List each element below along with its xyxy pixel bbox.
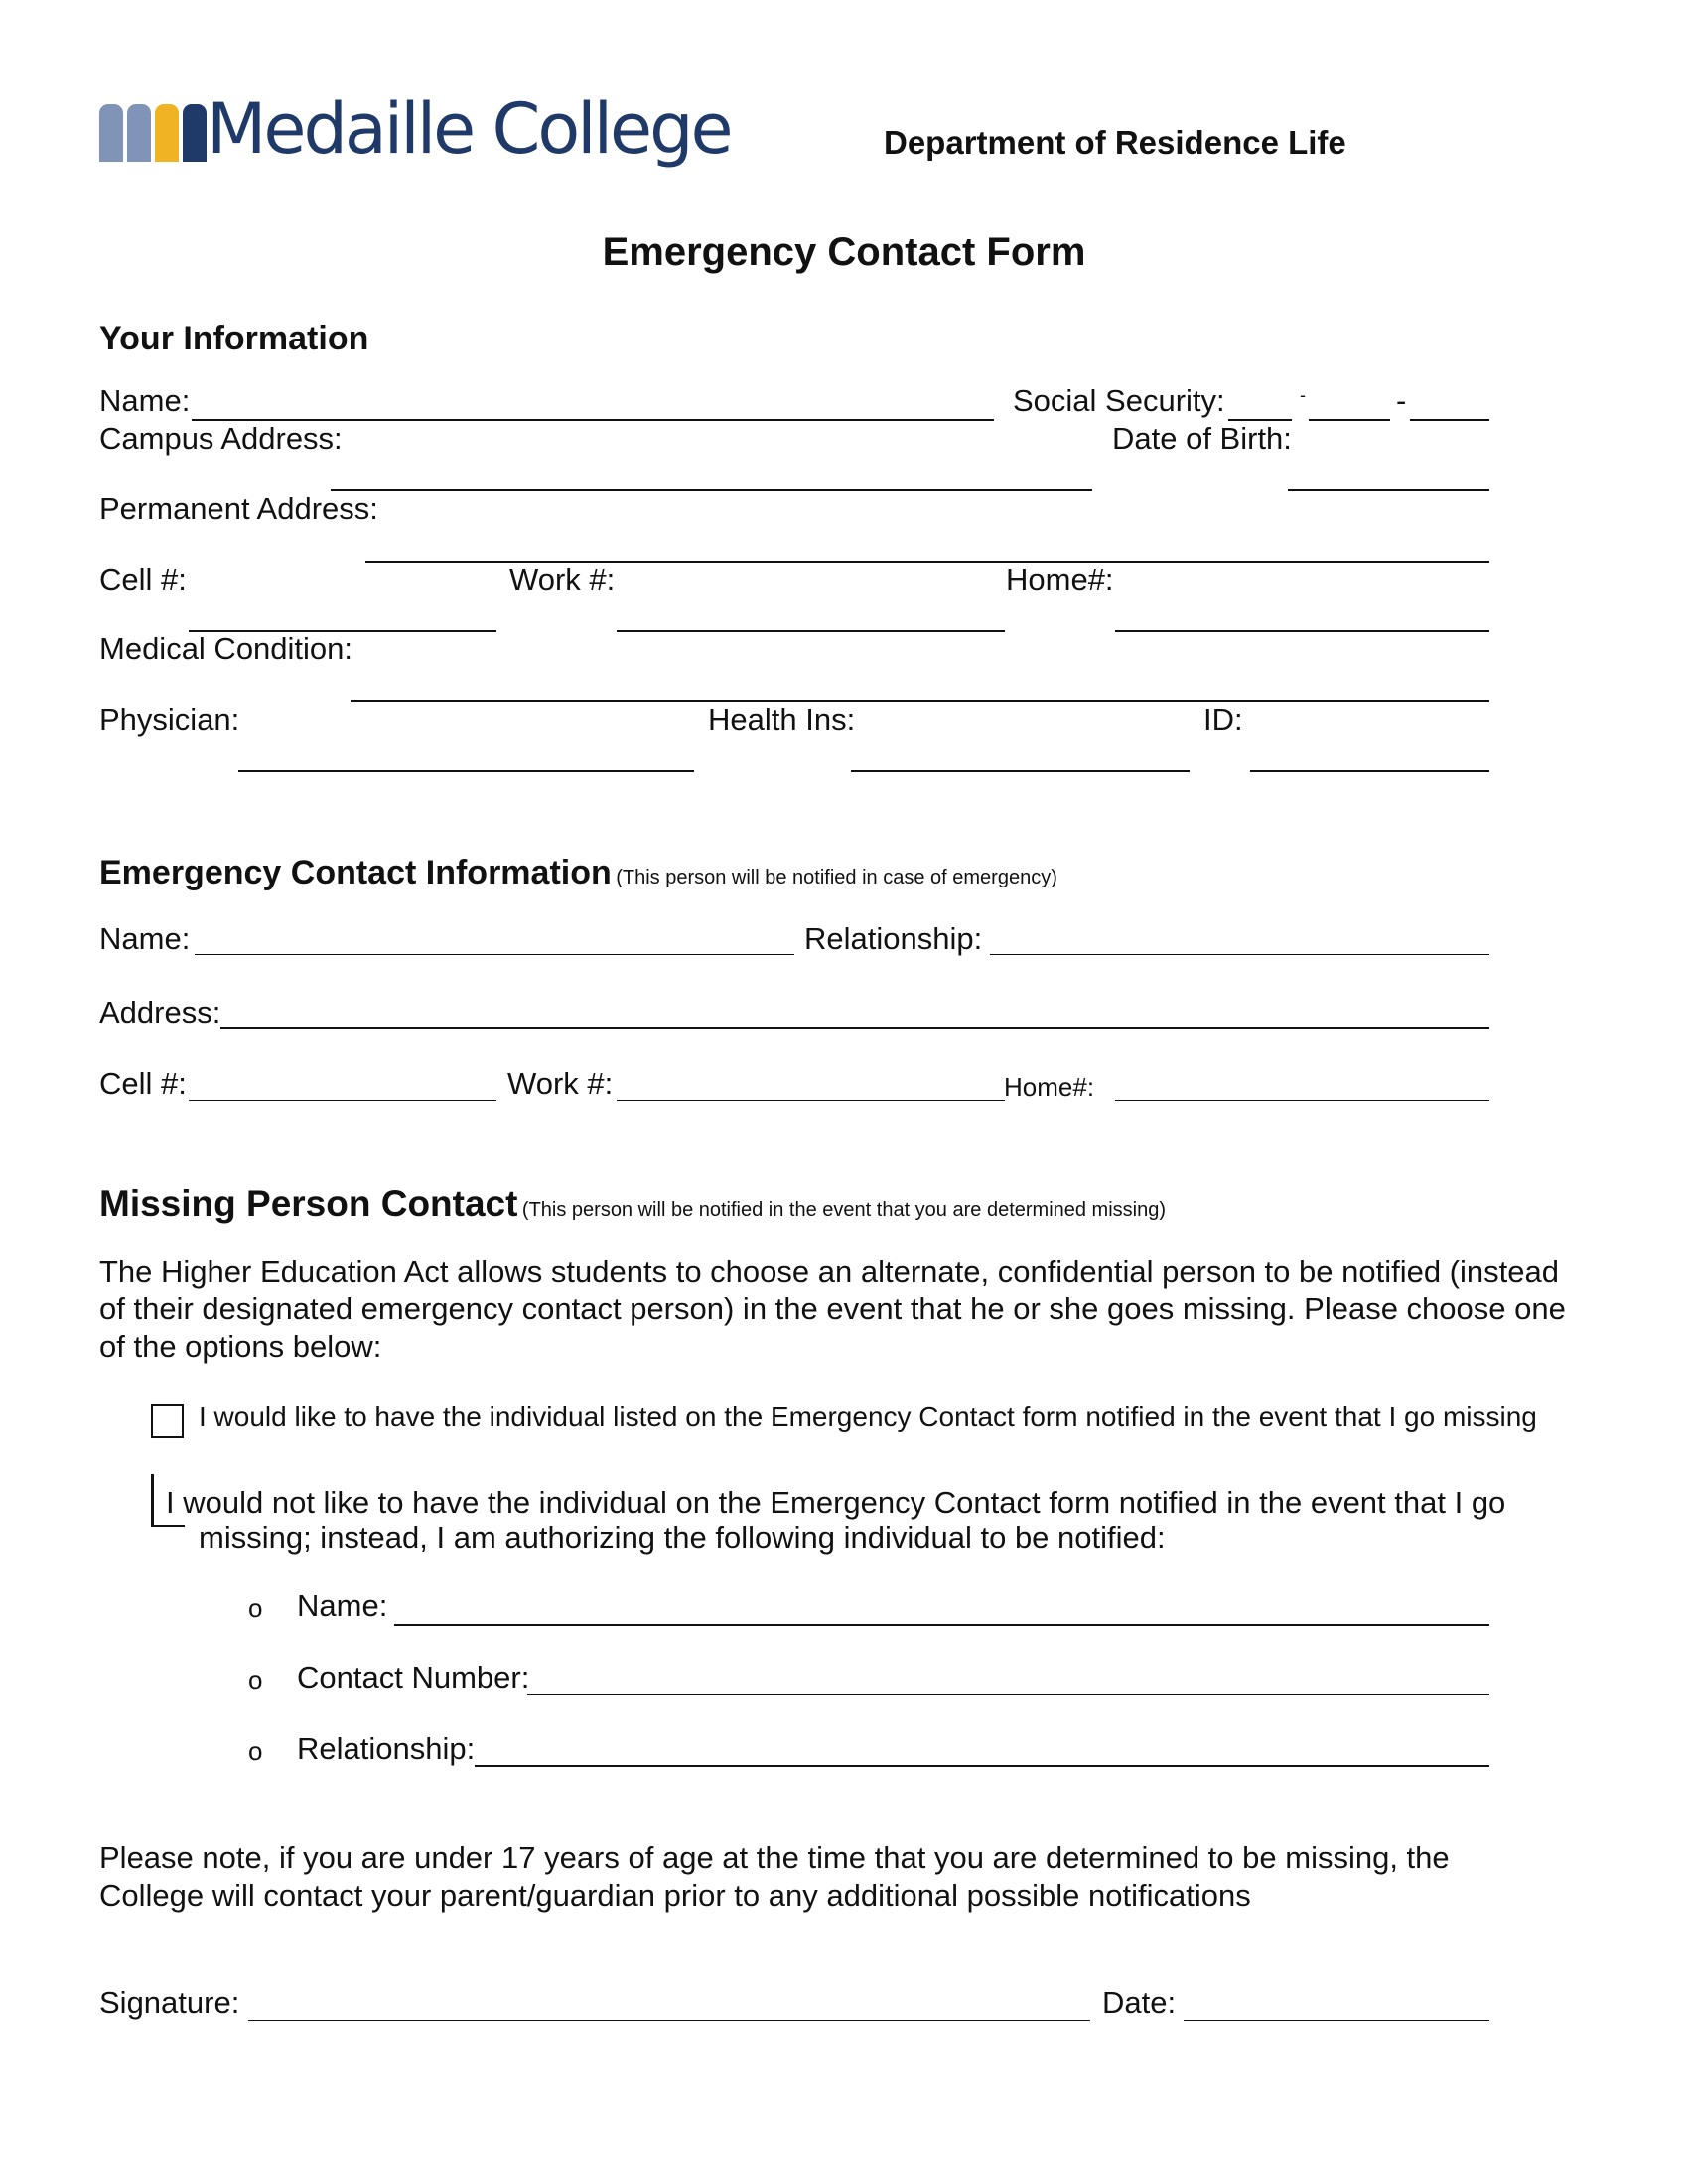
ssn-field-part2[interactable] xyxy=(1309,419,1390,421)
ssn-field-part3[interactable] xyxy=(1410,419,1489,421)
ssn-separator: - xyxy=(1300,385,1306,405)
emergency-home-field[interactable] xyxy=(1115,1100,1489,1101)
logo xyxy=(99,88,731,184)
cell-label: Cell #: xyxy=(99,562,187,597)
option1-label: I would like to have the individual listed on the Emergency Contact form notified in the event that I go missing xyxy=(199,1401,1537,1432)
ssn-label: Social Security: xyxy=(1013,383,1225,418)
sub-relationship-field[interactable] xyxy=(475,1765,1489,1767)
date-field[interactable] xyxy=(1184,2020,1489,2021)
relationship-label: Relationship: xyxy=(804,921,983,956)
relationship-field[interactable] xyxy=(990,954,1489,955)
medical-condition-label: Medical Condition: xyxy=(99,631,353,666)
missing-intro: The Higher Education Act allows students to choose an alternate, confidential person to be notified (instead of their designated emergency contact person) in the event that he or she goes missing. Please choose one of the options below: xyxy=(99,1254,1566,1364)
logo-bar-icon xyxy=(155,104,179,162)
physician-field[interactable] xyxy=(238,770,694,772)
option2-label-line1: I would not like to have the individual on the Emergency Contact form notified in the event that I go xyxy=(166,1485,1506,1520)
missing-heading-row xyxy=(99,1183,1166,1225)
bullet-icon: o xyxy=(248,1736,263,1766)
age-notice: Please note, if you are under 17 years of age at the time that you are determined to be missing, the College will contact your parent/guardian prior to any additional possible notifications xyxy=(99,1841,1450,1913)
physician-label: Physician: xyxy=(99,702,240,737)
missing-note: (This person will be notified in the event that you are determined missing) xyxy=(521,1199,1167,1221)
name-label: Name: xyxy=(99,383,191,418)
logo-text: Medaille College xyxy=(207,88,731,170)
emergency-address-label: Address: xyxy=(99,995,221,1029)
emergency-name-field[interactable] xyxy=(195,954,794,955)
form-title: Emergency Contact Form xyxy=(602,230,1086,274)
signature-label: Signature: xyxy=(99,1985,240,2020)
dob-label: Date of Birth: xyxy=(1112,421,1292,456)
emergency-cell-field[interactable] xyxy=(189,1100,496,1101)
id-label: ID: xyxy=(1203,702,1243,737)
option1-checkbox[interactable] xyxy=(151,1404,184,1438)
signature-field[interactable] xyxy=(248,2020,1090,2021)
department-name: Department of Residence Life xyxy=(884,124,1346,161)
logo-bar-icon xyxy=(183,104,207,162)
ssn-separator: - xyxy=(1396,383,1407,418)
logo-bar-icon xyxy=(127,104,151,162)
option2-label-line2: missing; instead, I am authorizing the following individual to be notified: xyxy=(199,1520,1166,1555)
dob-field[interactable] xyxy=(1288,489,1489,491)
health-ins-label: Health Ins: xyxy=(708,702,856,737)
emergency-address-field[interactable] xyxy=(220,1027,1489,1029)
emergency-heading: Emergency Contact Information xyxy=(99,854,612,891)
campus-address-field[interactable] xyxy=(331,489,1092,491)
home-field[interactable] xyxy=(1115,630,1489,632)
health-ins-field[interactable] xyxy=(851,770,1190,772)
id-field[interactable] xyxy=(1250,770,1489,772)
campus-address-label: Campus Address: xyxy=(99,421,343,456)
logo-bar-icon xyxy=(99,104,123,162)
sub-contact-number-label: Contact Number: xyxy=(297,1660,530,1695)
sub-contact-number-field[interactable] xyxy=(527,1694,1489,1695)
emergency-cell-label: Cell #: xyxy=(99,1066,187,1101)
bullet-icon: o xyxy=(248,1593,263,1623)
date-label: Date: xyxy=(1102,1985,1177,2020)
emergency-work-label: Work #: xyxy=(507,1066,614,1101)
bullet-icon: o xyxy=(248,1665,263,1695)
emergency-work-field[interactable] xyxy=(617,1100,1005,1101)
sub-name-field[interactable] xyxy=(394,1624,1489,1626)
sub-name-label: Name: xyxy=(297,1588,388,1623)
emergency-heading-row xyxy=(99,854,1057,892)
work-field[interactable] xyxy=(617,630,1005,632)
medical-condition-field[interactable] xyxy=(351,700,1489,702)
emergency-note: (This person will be notified in case of emergency) xyxy=(616,867,1057,888)
home-label: Home#: xyxy=(1006,562,1114,597)
your-information-heading: Your Information xyxy=(99,320,369,357)
emergency-name-label: Name: xyxy=(99,921,191,956)
work-label: Work #: xyxy=(509,562,616,597)
emergency-home-label: Home#: xyxy=(1004,1072,1095,1102)
permanent-address-label: Permanent Address: xyxy=(99,491,378,526)
missing-heading: Missing Person Contact xyxy=(99,1183,518,1224)
sub-relationship-label: Relationship: xyxy=(297,1731,476,1766)
